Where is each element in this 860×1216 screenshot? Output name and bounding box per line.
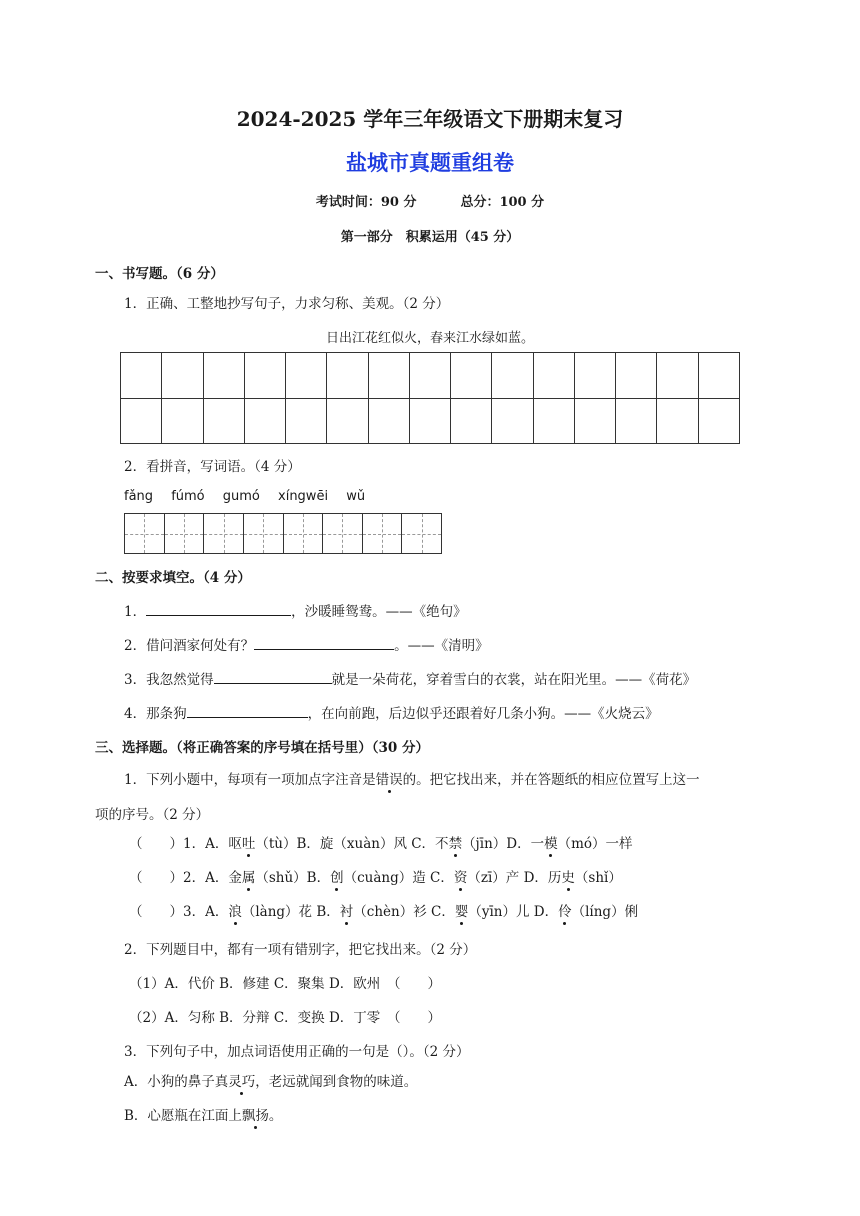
fill-blank[interactable] xyxy=(146,615,291,616)
choice-row-2: （ ）2．A．金属（shǔ）B．创（cuàng）造 C．资（zī）产 D．历史（shǐ） xyxy=(129,866,622,886)
fill-item-3: 3．我忽然觉得 就是一朵荷花，穿着雪白的衣裳，站在阳光里。——《荷花》 xyxy=(124,672,697,688)
fill-item-1: 1． ，沙暖睡鸳鸯。——《绝句》 xyxy=(124,604,467,620)
section3-q2: 2．下列题目中，都有一项有错别字，把它找出来。（2 分） xyxy=(124,942,477,958)
writing-grid[interactable] xyxy=(120,352,740,444)
copy-sentence: 日出江花红似火，春来江水绿如蓝。 xyxy=(325,331,534,346)
pinyin-item: xíngwēi xyxy=(278,489,329,504)
fill-blank[interactable] xyxy=(187,717,308,718)
part-heading: 第一部分 积累运用（45 分） xyxy=(340,230,520,245)
page-subtitle: 盐城市真题重组卷 xyxy=(346,150,514,175)
fill-item-4: 4．那条狗 ，在向前跑，后边似乎还跟着好几条小狗。——《火烧云》 xyxy=(124,706,659,722)
section3-q3: 3．下列句子中，加点词语使用正确的一句是（）。（2 分） xyxy=(124,1044,470,1060)
tianzige-grid[interactable] xyxy=(124,513,442,554)
section2-heading: 二、按要求填空。（4 分） xyxy=(95,570,251,586)
fill-blank[interactable] xyxy=(214,683,332,684)
section3-heading: 三、选择题。（将正确答案的序号填在括号里）（30 分） xyxy=(95,740,429,756)
q3-option-a: A．小狗的鼻子真灵巧，老远就闻到食物的味道。 xyxy=(124,1070,417,1090)
pinyin-row xyxy=(124,489,379,504)
section3-q1-cont: 项的序号。（2 分） xyxy=(95,807,210,823)
section3-q1: 1．下列小题中，每项有一项加点字注音是错误的。把它找出来，并在答题纸的相应位置写上这一 xyxy=(124,768,700,788)
pinyin-item: fǎng xyxy=(124,489,154,504)
page-title: 2024-2025 学年三年级语文下册期末复习 xyxy=(236,107,624,131)
pinyin-item: fúmó xyxy=(171,489,205,504)
q3-option-b: B．心愿瓶在江面上飘扬。 xyxy=(124,1104,282,1124)
exam-time: 考试时间：90 分 xyxy=(315,195,417,210)
pinyin-item: gumó xyxy=(222,489,260,504)
typo-row-1: （1）A．代价 B．修建 C．聚集 D．欧州 （ ） xyxy=(129,976,442,992)
choice-row-3: （ ）3．A．浪（làng）花 B．衬（chèn）衫 C．婴（yīn）儿 D．伶（líng）俐 xyxy=(129,900,638,920)
choice-row-1: （ ）1．A．呕吐（tù）B．旋（xuàn）风 C．不禁（jīn）D．一模（mó）一样 xyxy=(129,832,633,852)
typo-row-2: （2）A．匀称 B．分辩 C．变换 D．丁零 （ ） xyxy=(129,1010,442,1026)
section1-q1: 1．正确、工整地抄写句子，力求匀称、美观。（2 分） xyxy=(124,296,450,312)
fill-item-2: 2．借问酒家何处有？ 。——《清明》 xyxy=(124,638,489,654)
dotted-word: 错误 xyxy=(376,772,403,788)
pinyin-item: wǔ xyxy=(346,489,366,504)
section1-q2: 2．看拼音，写词语。（4 分） xyxy=(124,459,301,475)
section1-heading: 一、书写题。（6 分） xyxy=(95,266,224,282)
exam-total: 总分：100 分 xyxy=(460,195,545,210)
exam-meta xyxy=(0,191,860,210)
fill-blank[interactable] xyxy=(254,649,394,650)
